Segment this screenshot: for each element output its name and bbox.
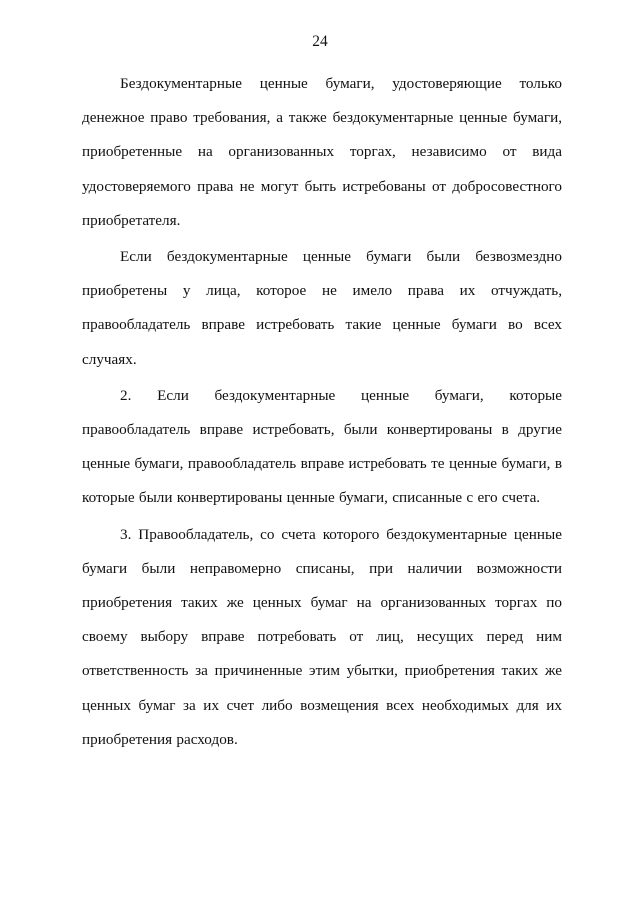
paragraph-gratuitous-acquisition: Если бездокументарные ценные бумаги были безвозмездно приобретены у лица, которое не имело права их отчуждать, правообладатель вправе истребовать такие ценные бумаги во всех случаях. xyxy=(82,248,562,368)
paragraph-undocumented-securities-claim-limits: Бездокументарные ценные бумаги, удостоверяющие только денежное право требования, а также бездокументарные ценные бумаги, приобретенные на организованных торгах, независимо от вида удостоверяемого права не могут быть истребованы от добросовестного приобретателя. xyxy=(82,75,562,229)
document-body xyxy=(82,67,562,759)
paragraph-clause-2-converted-securities: 2. Если бездокументарные ценные бумаги, которые правообладатель вправе истребовать, были конвертированы в другие ценные бумаги, правообладатель вправе истребовать те ценные бумаги, в которые были конвертированы ценные бумаги, списанные с его счета. xyxy=(82,386,562,507)
paragraph-clause-3-wrongful-write-off: 3. Правообладатель, со счета которого бездокументарные ценные бумаги были неправомерно списаны, при наличии возможности приобретения таких же ценных бумаг на организованных торгах по своему выбору вправе потребовать от лиц, несущих перед ним ответственность за причиненные этим убытки, приобретения таких же ценных бумаг за их счет либо возмещения всех необходимых для их приобретения расходов. xyxy=(82,525,562,748)
page-number: 24 xyxy=(312,33,328,50)
